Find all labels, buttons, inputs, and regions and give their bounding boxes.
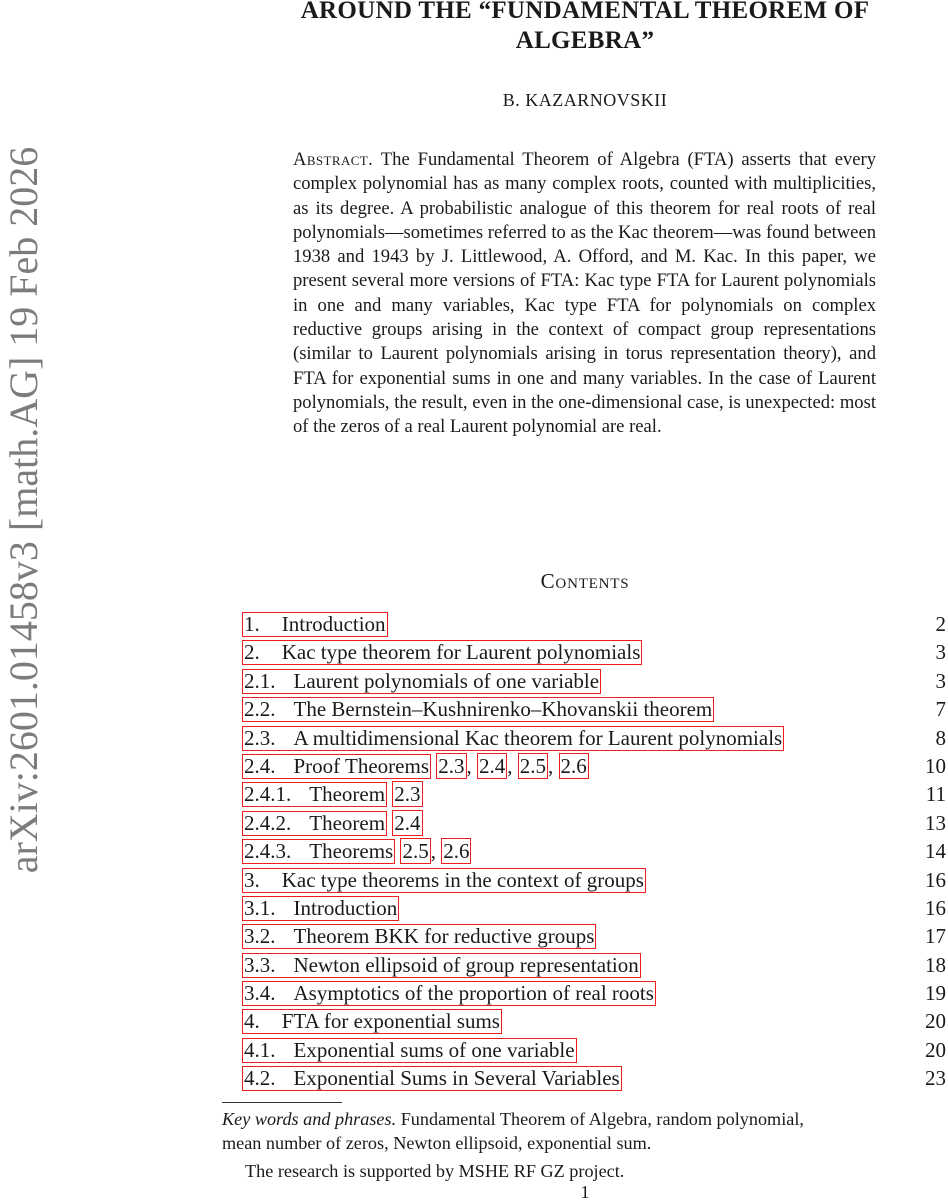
toc-row (242, 979, 948, 1007)
toc-link-2-4-1[interactable] (242, 782, 387, 807)
toc-page-number: 3 (935, 640, 946, 665)
keywords-text: Fundamental Theorem of Algebra, random polynomial, (400, 1109, 804, 1129)
footnote-divider (222, 1102, 342, 1103)
toc-row (242, 809, 948, 837)
toc-row (242, 695, 948, 723)
keywords-footnote (222, 1107, 948, 1155)
toc-row: 2.4.3. Theorems 2.5, 2.6 14 (244, 839, 946, 864)
toc-page-number: 7 (935, 697, 946, 722)
toc-row (242, 866, 948, 894)
toc-section-number: 3. (244, 867, 260, 892)
toc-section-number: 4. (244, 1009, 260, 1034)
theorem-ref-link[interactable]: 2.6 (560, 753, 587, 778)
page-number: 1 (580, 1182, 590, 1200)
toc-row (242, 1036, 948, 1064)
toc-page-number: 16 (925, 895, 946, 920)
toc-section-title: Kac type theorem for Laurent polynomials (281, 640, 641, 665)
theorem-ref-link[interactable]: 2.5 (519, 753, 547, 778)
toc-page-number: 11 (925, 782, 946, 807)
toc-section-title: The Bernstein–Kushnirenko–Khovanskii theorem (293, 697, 713, 722)
toc-section-title: Asymptotics of the proportion of real roots (293, 981, 654, 1006)
title-line-1: AROUND THE “FUNDAMENTAL THEOREM OF (300, 0, 870, 24)
toc-page-number: 10 (925, 753, 946, 778)
toc-section-title: Introduction (281, 612, 386, 636)
toc-section-title: Introduction (293, 895, 398, 920)
toc-link-3[interactable] (242, 868, 646, 893)
support-footnote: The research is supported by MSHE RF GZ project. (245, 1161, 625, 1181)
toc-section-title: Newton ellipsoid of group representation (293, 952, 639, 977)
toc-section-number: 2.1. (244, 668, 276, 693)
toc-section-title: A multidimensional Kac theorem for Laurent polynomials (293, 725, 783, 750)
toc-link-2-2[interactable] (242, 697, 714, 722)
toc-page-number: 17 (925, 924, 946, 949)
toc-section-number: 2. (244, 640, 260, 665)
toc-section-number: 1. (244, 612, 260, 636)
toc-section-number: 2.2. (244, 697, 276, 722)
toc-page-number: 19 (925, 981, 946, 1006)
toc-link-2-1[interactable] (242, 669, 601, 694)
theorem-ref-link[interactable]: 2.3 (394, 782, 421, 807)
author-name: B. KAZARNOVSKII (502, 90, 668, 110)
toc-link-2-4-3[interactable] (242, 839, 395, 864)
keywords-text-2: mean number of zeros, Newton ellipsoid, exponential sum. (222, 1133, 652, 1153)
toc-link-2-4-2[interactable] (242, 811, 387, 836)
keywords-label: Key words and phrases. (222, 1109, 397, 1129)
toc-page-number: 16 (925, 867, 946, 892)
paper-title (240, 0, 930, 56)
theorem-ref-link[interactable]: 2.5 (402, 839, 429, 864)
toc-section-number: 2.4.1. (244, 782, 292, 807)
toc-link-4-2[interactable] (242, 1066, 622, 1091)
toc-section-number: 3.3. (244, 952, 276, 977)
toc-section-number: 4.1. (244, 1037, 276, 1062)
toc-section-title: Exponential Sums in Several Variables (293, 1066, 620, 1091)
theorem-ref-link[interactable]: 2.4 (394, 810, 421, 835)
toc-section-title: Kac type theorems in the context of groups (281, 867, 644, 892)
title-line-2: ALGEBRA” (515, 27, 655, 54)
toc-row (242, 1064, 948, 1092)
theorem-ref-link[interactable]: 2.6 (443, 839, 470, 864)
toc-link-3-3[interactable] (242, 953, 641, 978)
toc-section-number: 4.2. (244, 1066, 276, 1091)
toc-section-number: 3.1. (244, 895, 276, 920)
toc-row (242, 638, 948, 666)
toc-link-2-3[interactable] (242, 726, 784, 751)
arxiv-sidebar (2, 120, 46, 900)
toc-link-3-2[interactable] (242, 924, 596, 949)
toc-row (242, 1007, 948, 1035)
toc-section-number: 2.4.3. (244, 839, 292, 864)
toc-section-title: Laurent polynomials of one variable (293, 668, 600, 693)
theorem-ref-link[interactable]: 2.4 (479, 753, 506, 778)
toc-row (242, 951, 948, 979)
arxiv-identifier: arXiv:2601.01458v3 [math.AG] 19 Feb 2026 (1, 146, 46, 874)
abstract-text: The Fundamental Theorem of Algebra (FTA) asserts that every complex polynomial has as many complex roots, counted with multiplicities, as its degree. A probabilistic analogue of this theorem for real roots of real polynomials—sometimes referred to as the Kac theorem—was found between 1938 and 1943 by J. Littlewood, A. Offord, and M. Kac. In this paper, we present several more versions of FTA: Kac type FTA for Laurent polynomials in one and many variables, Kac type FTA for polynomials on complex reductive groups arising in the context of compact group representations (similar to Laurent polynomials arising in torus representation theory), and FTA for exponential sums in one and many variables. In the case of Laurent polynomials, the result, even in the one-dimensional case, is unexpected: most of the zeros of a real Laurent polynomial are real. (293, 149, 877, 438)
toc-section-title: Theorem (309, 810, 386, 835)
toc-page-number: 23 (925, 1066, 946, 1091)
toc-row (242, 780, 948, 808)
toc-section-number: 2.4.2. (244, 810, 292, 835)
toc-page-number: 20 (925, 1009, 946, 1034)
toc-row (242, 610, 948, 638)
toc-link-4[interactable] (242, 1009, 502, 1034)
theorem-ref-link[interactable]: 2.3 (438, 753, 465, 778)
toc-section-title: Exponential sums of one variable (293, 1037, 575, 1062)
toc-row: 2.4. Proof Theorems 2.3, 2.4, 2.5, 2.6 10 (244, 753, 946, 778)
abstract (293, 148, 876, 440)
toc-page-number: 13 (925, 810, 946, 835)
toc-link-4-1[interactable] (242, 1038, 577, 1063)
toc-page-number: 2 (935, 612, 946, 636)
toc-row (242, 894, 948, 922)
toc-section-number: 2.3. (244, 725, 276, 750)
toc-section-number: 3.2. (244, 924, 276, 949)
toc-section-title: Theorem BKK for reductive groups (293, 924, 595, 949)
toc-section-title: Theorems (309, 839, 394, 864)
toc-link-3-4[interactable] (242, 981, 656, 1006)
toc-row (242, 922, 948, 950)
toc-section-title: Proof Theorems (293, 753, 430, 778)
toc-row (242, 724, 948, 752)
toc-link-2-4[interactable] (242, 754, 431, 779)
toc-row (242, 667, 948, 695)
toc-link-1[interactable] (242, 612, 388, 637)
toc-link-3-1[interactable] (242, 896, 399, 921)
toc-page-number: 18 (925, 952, 946, 977)
toc-section-title: Theorem (309, 782, 386, 807)
toc-section-number: 3.4. (244, 981, 276, 1006)
toc-section-number: 2.4. (244, 753, 276, 778)
toc-page-number: 20 (925, 1037, 946, 1062)
contents-heading: Contents (540, 569, 630, 593)
toc-page-number: 14 (925, 839, 946, 864)
toc-page-number: 3 (935, 668, 946, 693)
table-of-contents (242, 610, 948, 1093)
toc-page-number: 8 (935, 725, 946, 750)
abstract-heading: Abstract. (293, 149, 374, 170)
toc-link-2[interactable] (242, 640, 642, 665)
toc-section-title: FTA for exponential sums (281, 1009, 500, 1034)
